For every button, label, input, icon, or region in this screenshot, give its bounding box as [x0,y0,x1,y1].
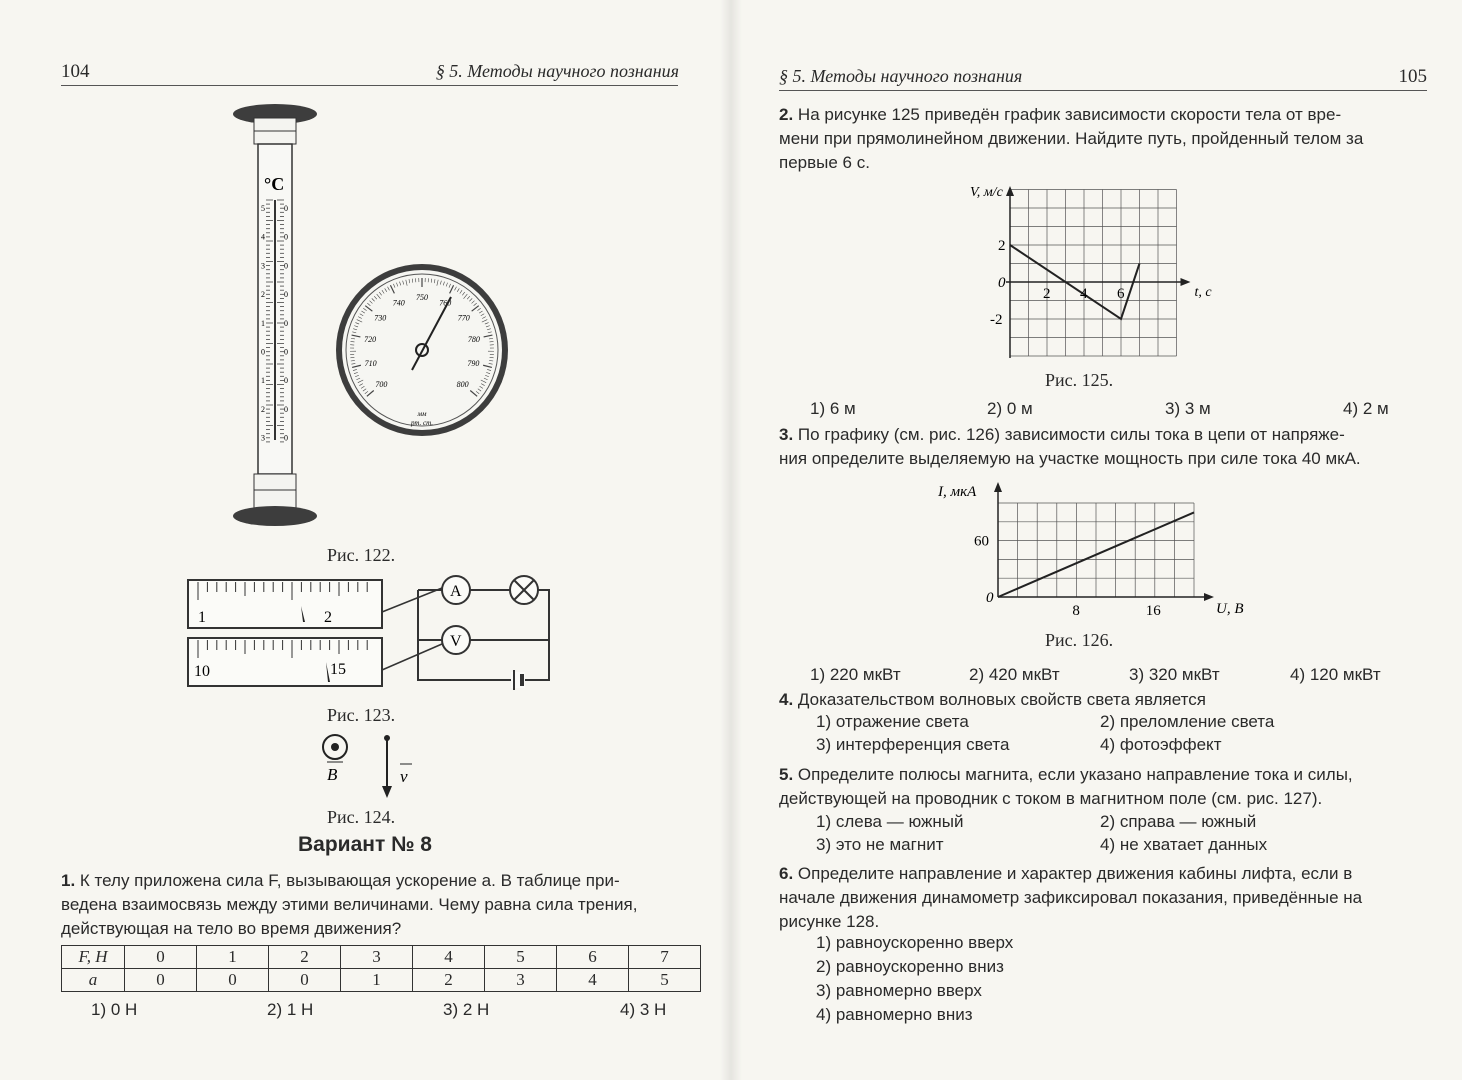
thermo-scale-label: 3 [261,261,265,271]
question-2 [779,103,1363,175]
text-line: К телу приложена сила F, вызывающая ускорение a. В таблице при- [79,871,620,890]
table-row [62,946,701,969]
b-label: B [327,765,338,784]
answer-option[interactable]: 2) равноускоренно вниз [816,957,1004,976]
text-line: Определите полюсы магнита, если указано направление тока и силы, [797,765,1353,784]
text-line: Доказательством волновых свойств света является [797,690,1206,709]
voltmeter-label: V [450,633,462,650]
y-tick-label: -2 [990,312,1003,328]
text-line: действующая на тело во время движения? [61,919,402,938]
barometer-tick-label: 740 [392,298,405,308]
thermo-scale-label: 4 [261,232,265,242]
table-cell: 1 [341,969,413,992]
voltmeter-scale-15: 15 [330,661,346,678]
thermo-scale-label: 0 [284,290,288,300]
x-tick-label: 4 [1080,286,1088,302]
answer-option[interactable]: 2) 420 мкВт [969,665,1060,684]
barometer-tick-label: 760 [439,298,452,308]
thermo-scale-label: 5 [261,204,265,213]
answer-option[interactable]: 4) 2 м [1343,399,1389,418]
right-page [731,0,1462,1080]
barometer-tick-label: 780 [467,334,480,344]
barometer-tick-label: 710 [364,358,377,368]
answer-option[interactable]: 1) слева — южный [816,812,964,831]
answer-option[interactable]: 1) равноускоренно вверх [816,933,1014,952]
figure-caption-122: Рис. 122. [327,545,396,565]
y-axis-label: V, м/с [970,185,1003,200]
thermo-scale-label: 0 [284,376,288,386]
answer-option[interactable]: 1) 6 м [810,399,856,418]
running-header: § 5. Методы научного познания [435,61,679,81]
variant-title: Вариант № 8 [298,833,432,856]
barometer-tick-label: 770 [457,313,470,323]
answer-option[interactable]: 1) отражение света [816,712,969,731]
table-row [62,969,701,992]
answer-option[interactable]: 2) справа — южный [1100,812,1257,831]
grid [1010,190,1177,357]
thermo-scale-label: 3 [261,433,265,443]
text-line: ния определите выделяемую на участке мощность при силе тока 40 мкА. [779,449,1361,468]
barometer-figure [330,262,514,442]
question-number: 6. [779,864,794,883]
thermo-scale-label: 0 [284,232,288,242]
question-number: 2. [779,105,794,124]
unit-line-1: мм [417,410,427,418]
figure-caption-124: Рис. 124. [327,807,396,827]
x-axis-arrow [1181,278,1191,286]
x-axis-arrow [1204,593,1214,601]
barometer-tick-label: 800 [456,380,469,390]
barometer-tick-label: 720 [364,334,377,344]
velocity-time-chart [970,178,1210,360]
y-axis-arrow [994,482,1002,492]
y-axis-label: I, мкА [938,484,977,500]
table-cell: 3 [485,969,557,992]
answer-option[interactable]: 3) это не магнит [816,835,944,854]
y-tick-label: 60 [974,533,989,550]
question-6 [779,862,1362,934]
row-header: a [62,969,125,992]
thermo-scale-label: 0 [284,404,288,414]
thermometer-figure [228,100,328,530]
force-acceleration-table [61,945,701,992]
table-cell: 0 [269,969,341,992]
text-line: На рисунке 125 приведён график зависимости скорости тела от вре- [797,105,1342,124]
unit-line-2: рт. ст. [410,419,434,427]
figure-caption-126: Рис. 126. [1045,630,1114,650]
table-cell: 2 [413,969,485,992]
v-label: v [400,767,408,786]
table-cell: 4 [557,969,629,992]
question-4 [779,688,1206,712]
fig123-instruments [184,570,556,692]
text-line: начале движения динамометр зафиксировал показания, приведённые на [779,888,1363,907]
origin-label: 0 [986,590,994,606]
text-line: По графику (см. рис. 126) зависимости силы тока в цепи от напряже- [797,425,1345,444]
table-cell: 0 [125,946,197,969]
x-tick-label: 2 [1043,286,1051,302]
answer-option[interactable]: 3) 2 Н [443,1000,490,1019]
answer-option[interactable]: 4) 3 Н [620,1000,667,1019]
page-number: 104 [61,61,90,82]
question-3 [779,423,1361,471]
thermo-scale-label: 2 [261,290,265,300]
barometer-tick-label: 790 [467,358,480,368]
answer-option[interactable]: 2) 0 м [987,399,1033,418]
question-5 [779,763,1353,811]
running-header: § 5. Методы научного познания [779,66,1023,86]
voltmeter-scale-10: 10 [194,663,210,680]
answer-option[interactable]: 2) 1 Н [267,1000,314,1019]
y-tick-label: 0 [998,275,1006,291]
answer-option[interactable]: 3) равномерно вверх [816,981,982,1000]
question-number: 5. [779,765,794,784]
y-axis-arrow [1006,186,1014,196]
answer-option[interactable]: 1) 220 мкВт [810,665,901,684]
answer-option[interactable]: 2) преломление света [1100,712,1275,731]
x-tick-label: 16 [1145,603,1161,619]
answer-option[interactable]: 3) 3 м [1165,399,1211,418]
text-line: мени при прямолинейном движении. Найдите путь, пройденный телом за [779,129,1364,148]
figure-caption-123: Рис. 123. [327,705,396,725]
page-number: 105 [1398,66,1427,87]
ammeter-label: A [450,583,462,600]
thermo-scale-label: 0 [284,347,288,357]
table-cell: 6 [557,946,629,969]
thermo-scale-label: 0 [284,261,288,271]
answer-option[interactable]: 1) 0 Н [91,1000,138,1019]
question-number: 3. [779,425,794,444]
text-line: первые 6 с. [779,153,870,172]
answer-option[interactable]: 4) не хватает данных [1100,835,1268,854]
thermo-scale-label: 0 [284,318,288,328]
header-rule [61,85,678,86]
question-number: 4. [779,690,794,709]
barometer-tick-label: 750 [416,293,428,302]
thermo-scale-label: 1 [261,376,265,386]
x-tick-label: 8 [1072,603,1080,619]
table-cell: 7 [629,946,701,969]
table-cell: 5 [485,946,557,969]
table-cell: 5 [629,969,701,992]
fig124-field [318,730,428,802]
table-cell: 0 [125,969,197,992]
x-tick-label: 6 [1117,286,1125,302]
table-cell: 0 [197,969,269,992]
table-cell: 2 [269,946,341,969]
question-1 [61,869,637,941]
text-line: действующей на проводник с током в магнитном поле (см. рис. 127). [779,789,1323,808]
answer-option[interactable]: 4) 120 мкВт [1290,665,1381,684]
thermo-scale-label: 0 [284,204,288,213]
grid [998,503,1194,597]
thermo-scale-label: 1 [261,318,265,328]
x-axis-label: U, В [1216,601,1244,617]
figure-caption-125: Рис. 125. [1045,370,1114,390]
thermo-scale-label: 0 [261,347,265,357]
current-voltage-chart [936,476,1244,624]
answer-option[interactable]: 4) равномерно вниз [816,1005,973,1024]
row-header: F, Н [62,946,125,969]
question-number: 1. [61,871,76,890]
table-cell: 3 [341,946,413,969]
ammeter-scale-2: 2 [324,609,332,626]
thermo-scale-label: 0 [284,433,288,443]
answer-option[interactable]: 4) фотоэффект [1100,735,1222,754]
table-cell: 1 [197,946,269,969]
text-line: Определите направление и характер движения кабины лифта, если в [797,864,1353,883]
unit-label: °C [264,174,285,194]
y-tick-label: 2 [998,238,1006,254]
barometer-tick-label: 700 [375,380,388,390]
ammeter-scale-1: 1 [198,609,206,626]
text-line: рисунке 128. [779,912,880,931]
answer-option[interactable]: 3) интерференция света [816,735,1010,754]
table-cell: 4 [413,946,485,969]
answer-option[interactable]: 3) 320 мкВт [1129,665,1220,684]
x-axis-label: t, с [1194,285,1212,300]
barometer-tick-label: 730 [374,313,387,323]
text-line: ведена взаимосвязь между этими величинами. Чему равна сила трения, [61,895,638,914]
thermo-scale-label: 2 [261,404,265,414]
header-rule [779,90,1427,91]
